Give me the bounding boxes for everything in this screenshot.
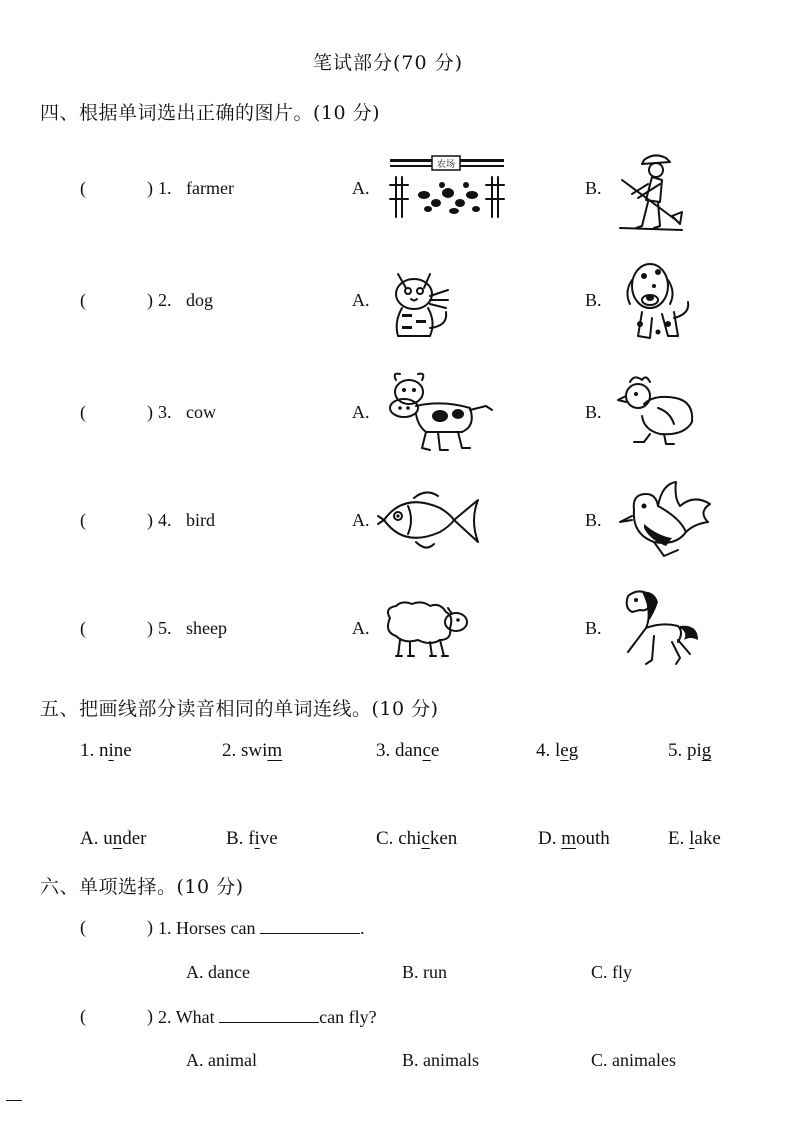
match-number: 1. [80, 740, 95, 761]
underlined-letter: c [421, 828, 430, 849]
question-word: dog [186, 290, 213, 310]
underlined-letter: m [561, 828, 577, 849]
page-edge-mark [6, 1100, 22, 1101]
answer-paren-close: ) [147, 290, 153, 310]
answer-paren-close: ) [147, 917, 153, 937]
match-letter: E. [668, 828, 685, 849]
underlined-letter: m [267, 740, 283, 761]
answer-paren-close: ) [147, 402, 153, 422]
word-part: der [122, 828, 147, 849]
word-part: pi [687, 740, 702, 761]
answer-paren-open: ( [80, 618, 86, 638]
word-part: n [99, 740, 109, 761]
cat-icon [384, 262, 464, 342]
horse-icon [618, 588, 704, 668]
answer-paren-close: ) [147, 178, 153, 198]
word-part: ake [694, 828, 721, 849]
question-number: 5. [158, 618, 172, 638]
answer-paren-open: ( [80, 402, 86, 422]
question-word: cow [186, 402, 216, 422]
option-a-label: A. [352, 618, 370, 638]
word-part: ne [113, 740, 132, 761]
answer-paren-close: ) [147, 510, 153, 530]
choice-a[interactable]: A. dance [186, 962, 250, 982]
choice-b[interactable]: B. run [402, 962, 447, 982]
page-title: 笔试部分(70 分) [313, 52, 464, 74]
word-part: l [555, 740, 561, 761]
option-a-label: A. [352, 290, 370, 310]
match-number: 3. [376, 740, 391, 761]
question-number: 1. [158, 178, 172, 198]
match-word-top[interactable] [668, 740, 711, 762]
question-word: sheep [186, 618, 227, 638]
underlined-letter: l [689, 828, 695, 849]
underlined-letter: c [422, 740, 431, 761]
choice-a[interactable]: A. animal [186, 1050, 257, 1070]
question-number: 1. [158, 918, 172, 938]
question-1 [158, 917, 364, 939]
choice-b[interactable]: B. animals [402, 1050, 479, 1070]
question-text: What [175, 1007, 215, 1027]
answer-paren-open: ( [80, 290, 86, 310]
word-part: swi [241, 740, 268, 761]
word-part: e [430, 740, 440, 761]
fill-in-blank[interactable] [260, 917, 360, 934]
dog-icon [620, 258, 696, 342]
word-part: outh [576, 828, 610, 849]
underlined-letter: e [560, 740, 569, 761]
answer-paren-close: ) [147, 1006, 153, 1026]
word-part: f [248, 828, 255, 849]
underlined-letter: i [254, 828, 260, 849]
match-word-bottom[interactable] [668, 828, 721, 850]
match-letter: D. [538, 828, 557, 849]
sheep-icon [380, 598, 470, 660]
underlined-letter: i [108, 740, 114, 761]
option-b-label: B. [585, 290, 602, 310]
answer-paren-open: ( [80, 1006, 86, 1026]
question-word: bird [186, 510, 215, 530]
word-part: g [568, 740, 579, 761]
match-number: 2. [222, 740, 237, 761]
match-word-bottom[interactable] [538, 828, 610, 850]
match-word-bottom[interactable] [376, 828, 457, 850]
question-2 [158, 1006, 377, 1028]
chicken-icon [614, 372, 700, 448]
section-5-heading: 五、把画线部分读音相同的单词连线。(10 分) [40, 698, 439, 720]
word-part: ken [429, 828, 458, 849]
bird-icon [614, 480, 718, 560]
choice-c[interactable]: C. animales [591, 1050, 676, 1070]
answer-paren-close: ) [147, 618, 153, 638]
match-letter: C. [376, 828, 394, 849]
match-word-top[interactable] [222, 740, 282, 762]
answer-paren-open: ( [80, 510, 86, 530]
farm-fence-icon [388, 155, 506, 221]
match-letter: A. [80, 828, 99, 849]
word-part: ve [259, 828, 278, 849]
question-word: farmer [186, 178, 234, 198]
match-word-bottom[interactable] [80, 828, 147, 850]
option-b-label: B. [585, 510, 602, 530]
answer-paren-open: ( [80, 178, 86, 198]
option-b-label: B. [585, 178, 602, 198]
fish-icon [374, 486, 482, 554]
word-part: u [103, 828, 113, 849]
option-a-label: A. [352, 178, 370, 198]
match-number: 5. [668, 740, 683, 761]
option-b-label: B. [585, 618, 602, 638]
question-number: 3. [158, 402, 172, 422]
question-text: Horses can [176, 918, 256, 938]
question-number: 2. [158, 290, 172, 310]
farmer-icon [616, 150, 686, 234]
match-word-top[interactable] [376, 740, 439, 762]
cow-icon [382, 370, 496, 454]
underlined-letter: n [112, 828, 123, 849]
option-b-label: B. [585, 402, 602, 422]
match-letter: B. [226, 828, 244, 849]
farm-sign-text: 农场 [436, 160, 456, 170]
question-text-end: can fly? [319, 1007, 377, 1027]
question-text-end: . [359, 918, 365, 938]
answer-paren-open: ( [80, 917, 86, 937]
question-number: 4. [158, 510, 172, 530]
underlined-letter: g [701, 740, 712, 761]
choice-c[interactable]: C. fly [591, 962, 633, 982]
section-6-heading: 六、单项选择。(10 分) [40, 876, 244, 898]
match-number: 4. [536, 740, 551, 761]
question-number: 2. [158, 1007, 172, 1027]
fill-in-blank[interactable] [219, 1006, 319, 1023]
word-part: chi [398, 828, 422, 849]
option-a-label: A. [352, 402, 370, 422]
match-word-bottom[interactable] [226, 828, 278, 850]
word-part: dan [395, 740, 423, 761]
option-a-label: A. [352, 510, 370, 530]
match-word-top[interactable] [536, 740, 578, 762]
section-4-heading: 四、根据单词选出正确的图片。(10 分) [40, 102, 381, 124]
match-word-top[interactable] [80, 740, 132, 762]
